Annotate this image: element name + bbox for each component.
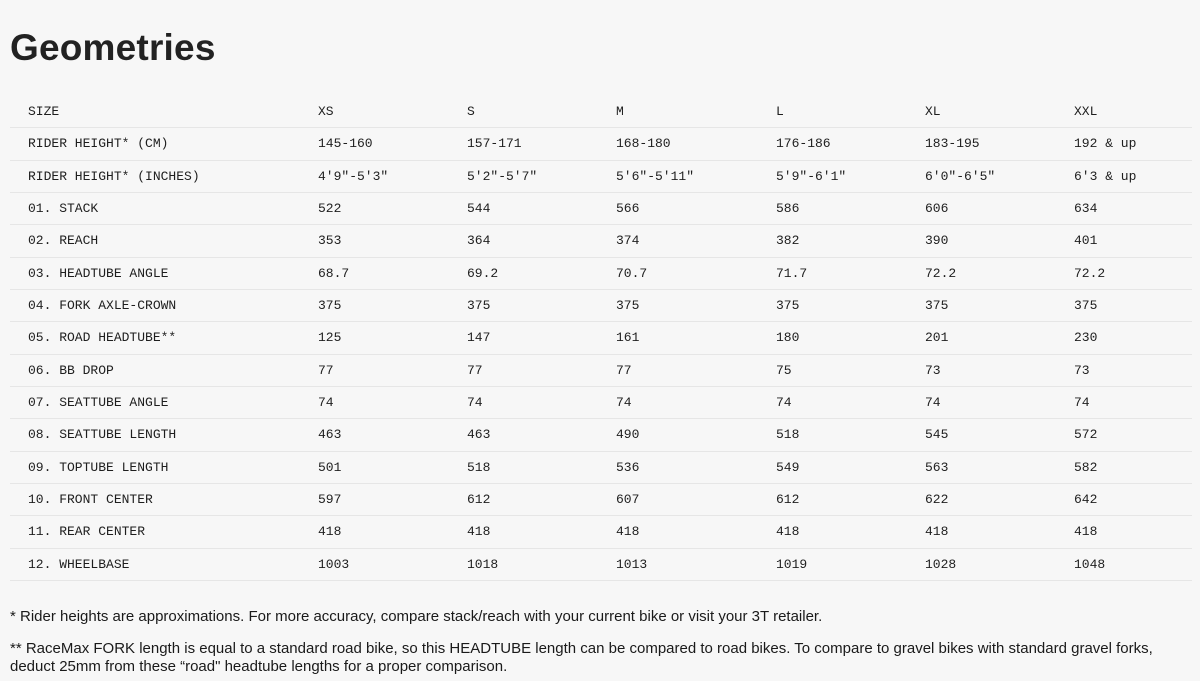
cell-xxl: 401 [1074,225,1192,257]
cell-xl: 390 [925,225,1074,257]
table-row [10,419,1192,451]
cell-xxl: 72.2 [1074,257,1192,289]
cell-xs: 68.7 [318,257,467,289]
row-label: 04. FORK AXLE-CROWN [10,289,318,321]
cell-l: 5'9"-6'1" [776,160,925,192]
cell-xxl: 230 [1074,322,1192,354]
cell-xs: 1003 [318,548,467,580]
cell-s: 1018 [467,548,616,580]
cell-xs: 353 [318,225,467,257]
footnote-headtube: ** RaceMax FORK length is equal to a standard road bike, so this HEADTUBE length can be compared to road bikes. To compare to gravel bikes with standard gravel forks, deduct 25mm from these “road" headtube lengths for a proper comparison. [10,640,1153,675]
page-title: Geometries [10,27,216,68]
cell-xxl: 418 [1074,516,1192,548]
cell-s: 77 [467,354,616,386]
row-label: 09. TOPTUBE LENGTH [10,451,318,483]
cell-xl: 606 [925,192,1074,224]
cell-xl: 622 [925,483,1074,515]
cell-xl: 72.2 [925,257,1074,289]
table-row [10,289,1192,321]
column-header-xxl: XXL [1074,104,1098,120]
cell-xxl: 74 [1074,386,1192,418]
cell-s: 147 [467,322,616,354]
cell-xs: 501 [318,451,467,483]
column-header-l: L [776,104,784,120]
cell-l: 176-186 [776,128,925,160]
cell-xl: 6'0"-6'5" [925,160,1074,192]
cell-m: 607 [616,483,776,515]
table-row [10,225,1192,257]
cell-xxl: 6'3 & up [1074,160,1192,192]
cell-s: 5'2"-5'7" [467,160,616,192]
footnote-rider-heights: * Rider heights are approximations. For more accuracy, compare stack/reach with your current bike or visit your 3T retailer. [10,608,823,625]
cell-s: 612 [467,483,616,515]
cell-xxl: 572 [1074,419,1192,451]
cell-m: 161 [616,322,776,354]
cell-s: 69.2 [467,257,616,289]
cell-s: 74 [467,386,616,418]
cell-xxl: 1048 [1074,548,1192,580]
cell-m: 374 [616,225,776,257]
row-label: 06. BB DROP [10,354,318,386]
row-label: 02. REACH [10,225,318,257]
cell-l: 180 [776,322,925,354]
table-row [10,548,1192,580]
table-header-row [10,96,1192,128]
row-label: RIDER HEIGHT* (CM) [10,128,318,160]
cell-m: 536 [616,451,776,483]
cell-l: 1019 [776,548,925,580]
table-row [10,192,1192,224]
cell-s: 463 [467,419,616,451]
cell-m: 418 [616,516,776,548]
column-header-s: S [467,104,475,120]
row-label: RIDER HEIGHT* (INCHES) [10,160,318,192]
cell-xs: 375 [318,289,467,321]
cell-l: 549 [776,451,925,483]
cell-l: 74 [776,386,925,418]
cell-l: 382 [776,225,925,257]
row-label: 11. REAR CENTER [10,516,318,548]
cell-xl: 74 [925,386,1074,418]
cell-m: 77 [616,354,776,386]
geometry-table [10,96,1192,581]
cell-xs: 145-160 [318,128,467,160]
table-row [10,386,1192,418]
row-label: 12. WHEELBASE [10,548,318,580]
cell-m: 70.7 [616,257,776,289]
column-header-xs: XS [318,104,334,120]
cell-l: 71.7 [776,257,925,289]
row-label: 08. SEATTUBE LENGTH [10,419,318,451]
cell-m: 5'6"-5'11" [616,160,776,192]
cell-xl: 1028 [925,548,1074,580]
cell-m: 490 [616,419,776,451]
cell-m: 566 [616,192,776,224]
cell-xl: 418 [925,516,1074,548]
cell-xxl: 634 [1074,192,1192,224]
cell-xs: 597 [318,483,467,515]
cell-xl: 563 [925,451,1074,483]
row-label: 01. STACK [10,192,318,224]
cell-m: 168-180 [616,128,776,160]
cell-xl: 73 [925,354,1074,386]
cell-l: 612 [776,483,925,515]
cell-xs: 77 [318,354,467,386]
cell-m: 1013 [616,548,776,580]
cell-l: 75 [776,354,925,386]
cell-xs: 74 [318,386,467,418]
cell-l: 375 [776,289,925,321]
row-label: 07. SEATTUBE ANGLE [10,386,318,418]
cell-l: 586 [776,192,925,224]
cell-xs: 125 [318,322,467,354]
row-label: 10. FRONT CENTER [10,483,318,515]
table-row [10,516,1192,548]
cell-xxl: 582 [1074,451,1192,483]
cell-xs: 463 [318,419,467,451]
row-label: 05. ROAD HEADTUBE** [10,322,318,354]
cell-xl: 183-195 [925,128,1074,160]
cell-xl: 545 [925,419,1074,451]
cell-s: 157-171 [467,128,616,160]
cell-xs: 418 [318,516,467,548]
cell-l: 518 [776,419,925,451]
column-header-label: SIZE [28,104,60,120]
cell-xxl: 375 [1074,289,1192,321]
column-header-xl: XL [925,104,941,120]
cell-xs: 4'9"-5'3" [318,160,467,192]
cell-xxl: 73 [1074,354,1192,386]
cell-s: 375 [467,289,616,321]
cell-xl: 375 [925,289,1074,321]
cell-s: 364 [467,225,616,257]
cell-s: 418 [467,516,616,548]
table-row [10,322,1192,354]
cell-s: 544 [467,192,616,224]
table-row [10,451,1192,483]
cell-l: 418 [776,516,925,548]
cell-m: 375 [616,289,776,321]
table-row [10,483,1192,515]
column-header-m: M [616,104,624,120]
table-row [10,160,1192,192]
cell-xxl: 642 [1074,483,1192,515]
table-row [10,354,1192,386]
cell-xs: 522 [318,192,467,224]
cell-m: 74 [616,386,776,418]
cell-xl: 201 [925,322,1074,354]
geometry-table-body [10,96,1192,580]
cell-xxl: 192 & up [1074,128,1192,160]
row-label: 03. HEADTUBE ANGLE [10,257,318,289]
cell-s: 518 [467,451,616,483]
table-row [10,128,1192,160]
table-row [10,257,1192,289]
